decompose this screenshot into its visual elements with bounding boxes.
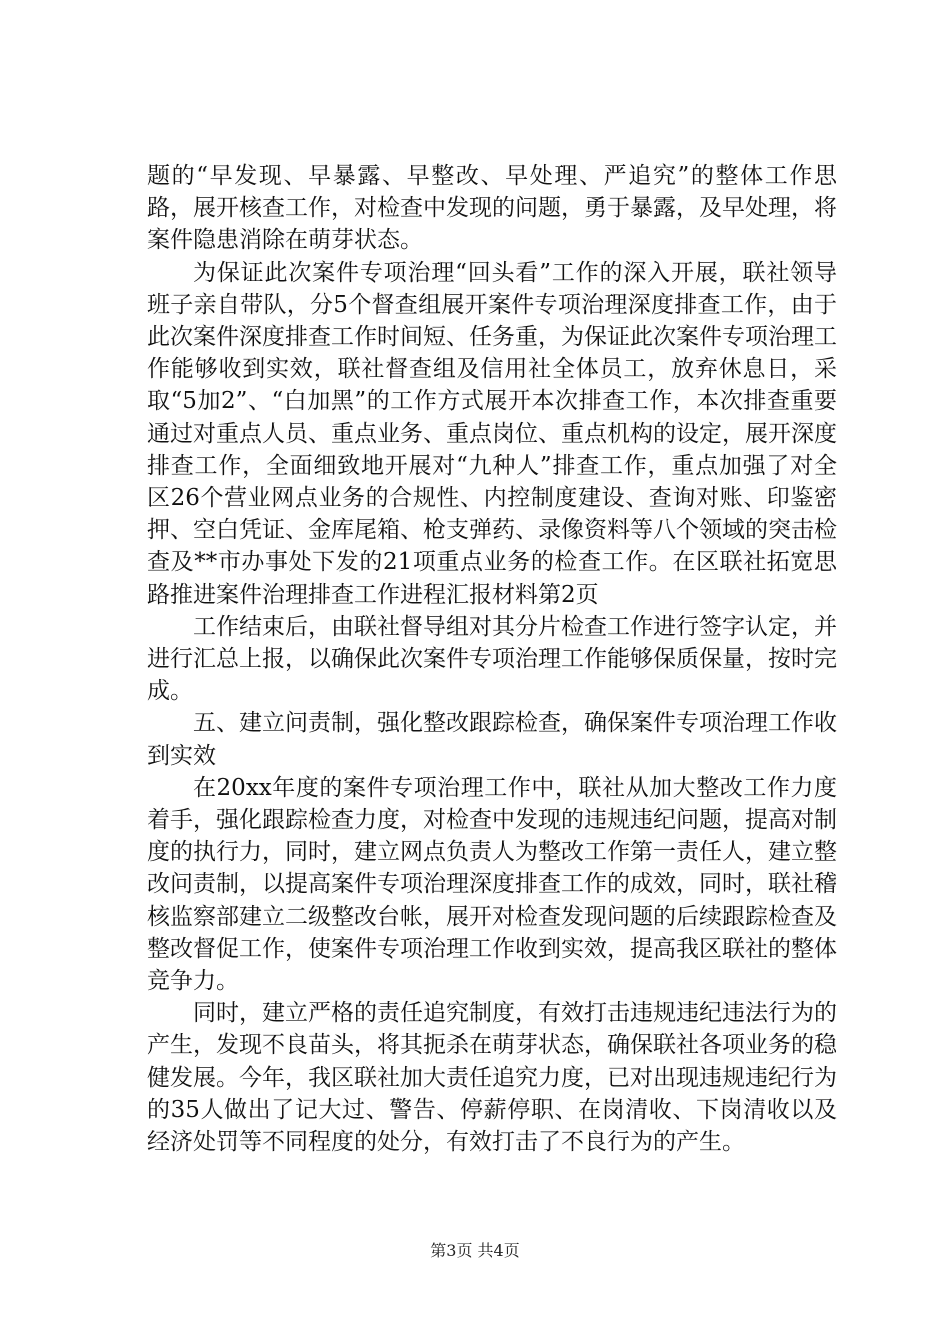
page-footer	[0, 1241, 950, 1261]
paragraph-2: 为保证此次案件专项治理“回头看”工作的深入开展，联社领导班子亲自带队，分5个督查组展开案件专项治理深度排查工作，由于此次案件深度排查工作时间短、任务重，为保证此次案件专项治理工作能够收到实效，联社督查组及信用社全体员工，放弃休息日，采取“5加2”、“白加黑”的工作方式展开本次排查工作，本次排查重要通过对重点人员、重点业务、重点岗位、重点机构的设定，展开深度排查工作，全面细致地开展对“九种人”排查工作，重点加强了对全区26个营业网点业务的合规性、内控制度建设、查询对账、印鉴密押、空白凭证、金库尾箱、枪支弹药、录像资料等八个领域的突击检查及**市办事处下发的21项重点业务的检查工作。在区联社拓宽思路推进案件治理排查工作进程汇报材料第2页	[147, 259, 837, 608]
document-body	[147, 160, 837, 1158]
paragraph-3: 工作结束后，由联社督导组对其分片检查工作进行签字认定，并进行汇总上报，以确保此次案件专项治理工作能够保质保量，按时完成。	[147, 613, 837, 705]
page-number: 第3页 共4页	[430, 1241, 520, 1260]
paragraph-5: 同时，建立严格的责任追究制度，有效打击违规违纪违法行为的产生，发现不良苗头，将其扼杀在萌芽状态，确保联社各项业务的稳健发展。今年，我区联社加大责任追究力度，已对出现违规违纪行为的35人做出了记大过、警告、停薪停职、在岗清收、下岗清收以及经济处罚等不同程度的处分，有效打击了不良行为的产生。	[147, 1000, 837, 1156]
paragraph-1: 题的“早发现、早暴露、早整改、早处理、严追究”的整体工作思路，展开核查工作，对检查中发现的问题，勇于暴露，及早处理，将案件隐患消除在萌芽状态。	[147, 163, 837, 254]
paragraph-4: 在20xx年度的案件专项治理工作中，联社从加大整改工作力度着手，强化跟踪检查力度，对检查中发现的违规违纪问题，提高对制度的执行力，同时，建立网点负责人为整改工作第一责任人，建立整改问责制，以提高案件专项治理深度排查工作的成效，同时，联社稽核监察部建立二级整改台帐，展开对检查发现问题的后续跟踪检查及整改督促工作，使案件专项治理工作收到实效，提高我区联社的整体竞争力。	[147, 774, 837, 995]
section-heading-5: 五、建立问责制，强化整改跟踪检查，确保案件专项治理工作收到实效	[147, 710, 837, 769]
